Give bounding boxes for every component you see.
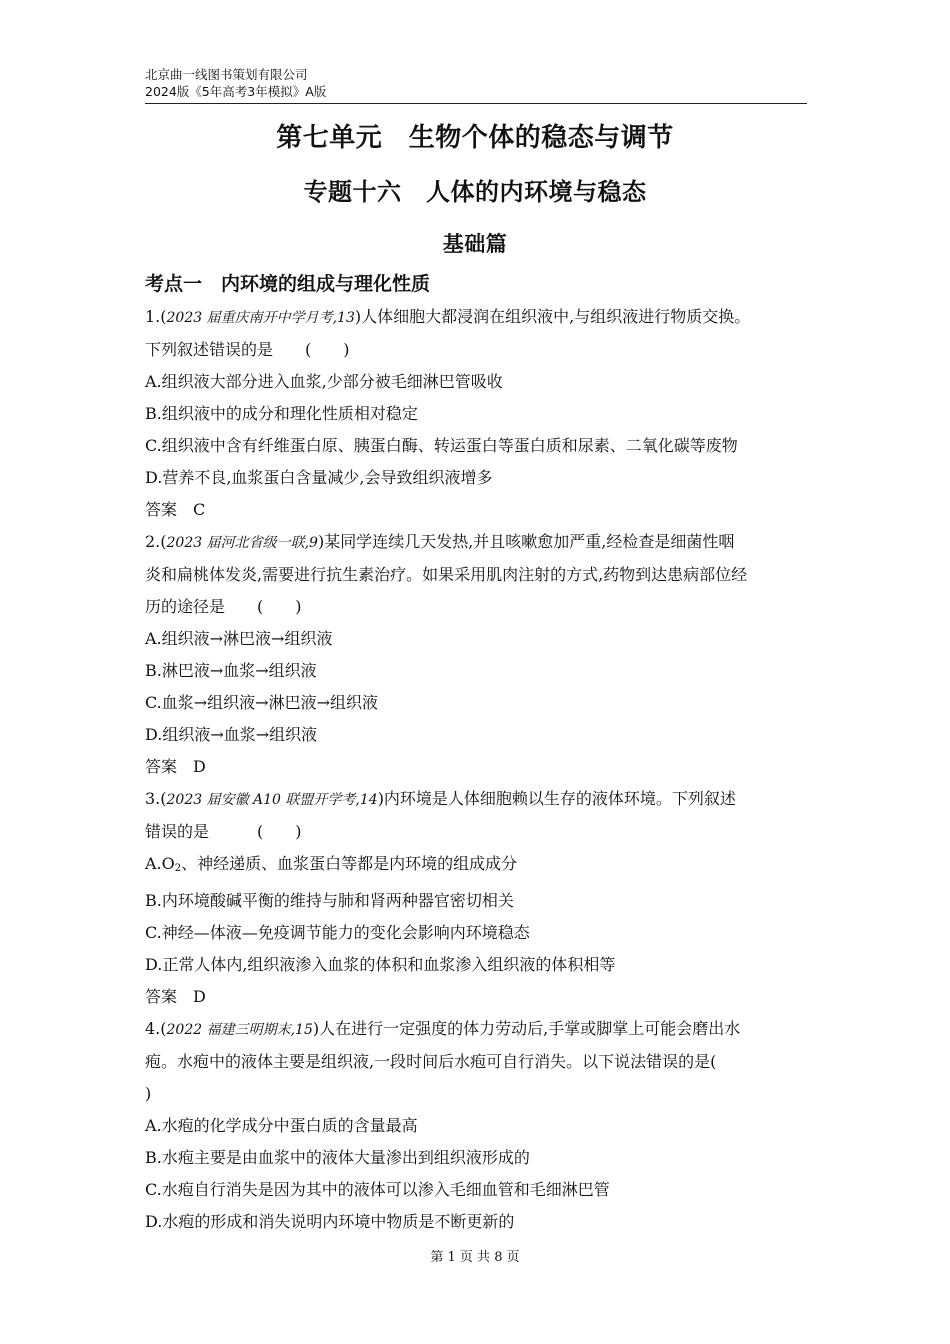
question-stem-line: 疱。水疱中的液体主要是组织液,一段时间后水疱可自行消失。以下说法错误的是( [145, 1052, 717, 1071]
option-b: B.淋巴液→血浆→组织液 [145, 661, 317, 680]
option-a: A.组织液大部分进入血浆,少部分被毛细淋巴管吸收 [145, 372, 503, 391]
question-stem-line: 错误的是 ( ) [145, 822, 302, 841]
option-c: C.神经—体液—免疫调节能力的变化会影响内环境稳态 [145, 923, 530, 942]
question-source: 2023 届河北省级一联,9 [166, 535, 318, 551]
option-a: A.组织液→淋巴液→组织液 [145, 629, 333, 648]
question-stem-line: 1.(2023 届重庆南开中学月考,13)人体细胞大都浸润在组织液中,与组织液进行物质交换。 [145, 307, 751, 326]
option-d: D.组织液→血浆→组织液 [145, 725, 318, 744]
option-d: D.营养不良,血浆蛋白含量减少,会导致组织液增多 [145, 468, 493, 487]
publisher-name: 北京曲一线图书策划有限公司 [145, 67, 308, 82]
question-stem-line: 4.(2022 福建三明期末,15)人在进行一定强度的体力劳动后,手掌或脚掌上可能会磨出水 [145, 1019, 741, 1038]
unit-title: 第七单元 生物个体的稳态与调节 [276, 123, 674, 153]
option-c: C.组织液中含有纤维蛋白原、胰蛋白酶、转运蛋白等蛋白质和尿素、二氧化碳等废物 [145, 436, 738, 455]
answer: 答案 D [145, 987, 206, 1006]
answer: 答案 D [145, 757, 206, 776]
question-stem-line: 炎和扁桃体发炎,需要进行抗生素治疗。如果采用肌肉注射的方式,药物到达患病部位经 [145, 565, 748, 584]
question-stem-line: 2.(2023 届河北省级一联,9)某同学连续几天发热,并且咳嗽愈加严重,经检查是细菌性咽 [145, 532, 735, 551]
question-stem-line: ) [145, 1084, 152, 1103]
topic-title: 专题十六 人体的内环境与稳态 [303, 178, 647, 206]
page-footer: 第 1 页 共 8 页 [430, 1250, 520, 1265]
option-d: D.正常人体内,组织液渗入血浆的体积和血浆渗入组织液的体积相等 [145, 955, 616, 974]
question-source: 2023 届安徽 A10 联盟开学考,14 [166, 792, 378, 808]
question-3 [145, 783, 810, 1013]
option-c: C.血浆→组织液→淋巴液→组织液 [145, 693, 378, 712]
answer: 答案 C [145, 500, 206, 519]
option-c: C.水疱自行消失是因为其中的液体可以渗入毛细血管和毛细淋巴管 [145, 1180, 610, 1199]
question-4 [145, 1013, 810, 1238]
option-b: B.组织液中的成分和理化性质相对稳定 [145, 404, 418, 423]
page-content [145, 268, 810, 1238]
question-source: 2022 福建三明期末,15 [166, 1022, 313, 1038]
section-heading: 考点一 内环境的组成与理化性质 [145, 273, 431, 295]
question-source: 2023 届重庆南开中学月考,13 [166, 310, 355, 326]
question-stem-line: 下列叙述错误的是 ( ) [145, 340, 350, 359]
header-rule [145, 103, 807, 104]
option-d: D.水疱的形成和消失说明内环境中物质是不断更新的 [145, 1212, 515, 1231]
edition-name: 2024版《5年高考3年模拟》A版 [145, 84, 327, 99]
question-1 [145, 301, 810, 526]
option-a: A.水疱的化学成分中蛋白质的含量最高 [145, 1116, 418, 1135]
part-title: 基础篇 [442, 232, 508, 256]
page-header [145, 66, 807, 100]
question-stem-line: 3.(2023 届安徽 A10 联盟开学考,14)内环境是人体细胞赖以生存的液体环境。下列叙述 [145, 789, 736, 808]
option-b: B.内环境酸碱平衡的维持与肺和肾两种器官密切相关 [145, 891, 514, 910]
option-a: $A.O_2$、神经递质、血浆蛋白等都是内环境的组成成分 [145, 854, 518, 874]
question-2 [145, 526, 810, 783]
option-b: B.水疱主要是由血浆中的液体大量渗出到组织液形成的 [145, 1148, 530, 1167]
question-stem-line: 历的途径是 ( ) [145, 597, 302, 616]
